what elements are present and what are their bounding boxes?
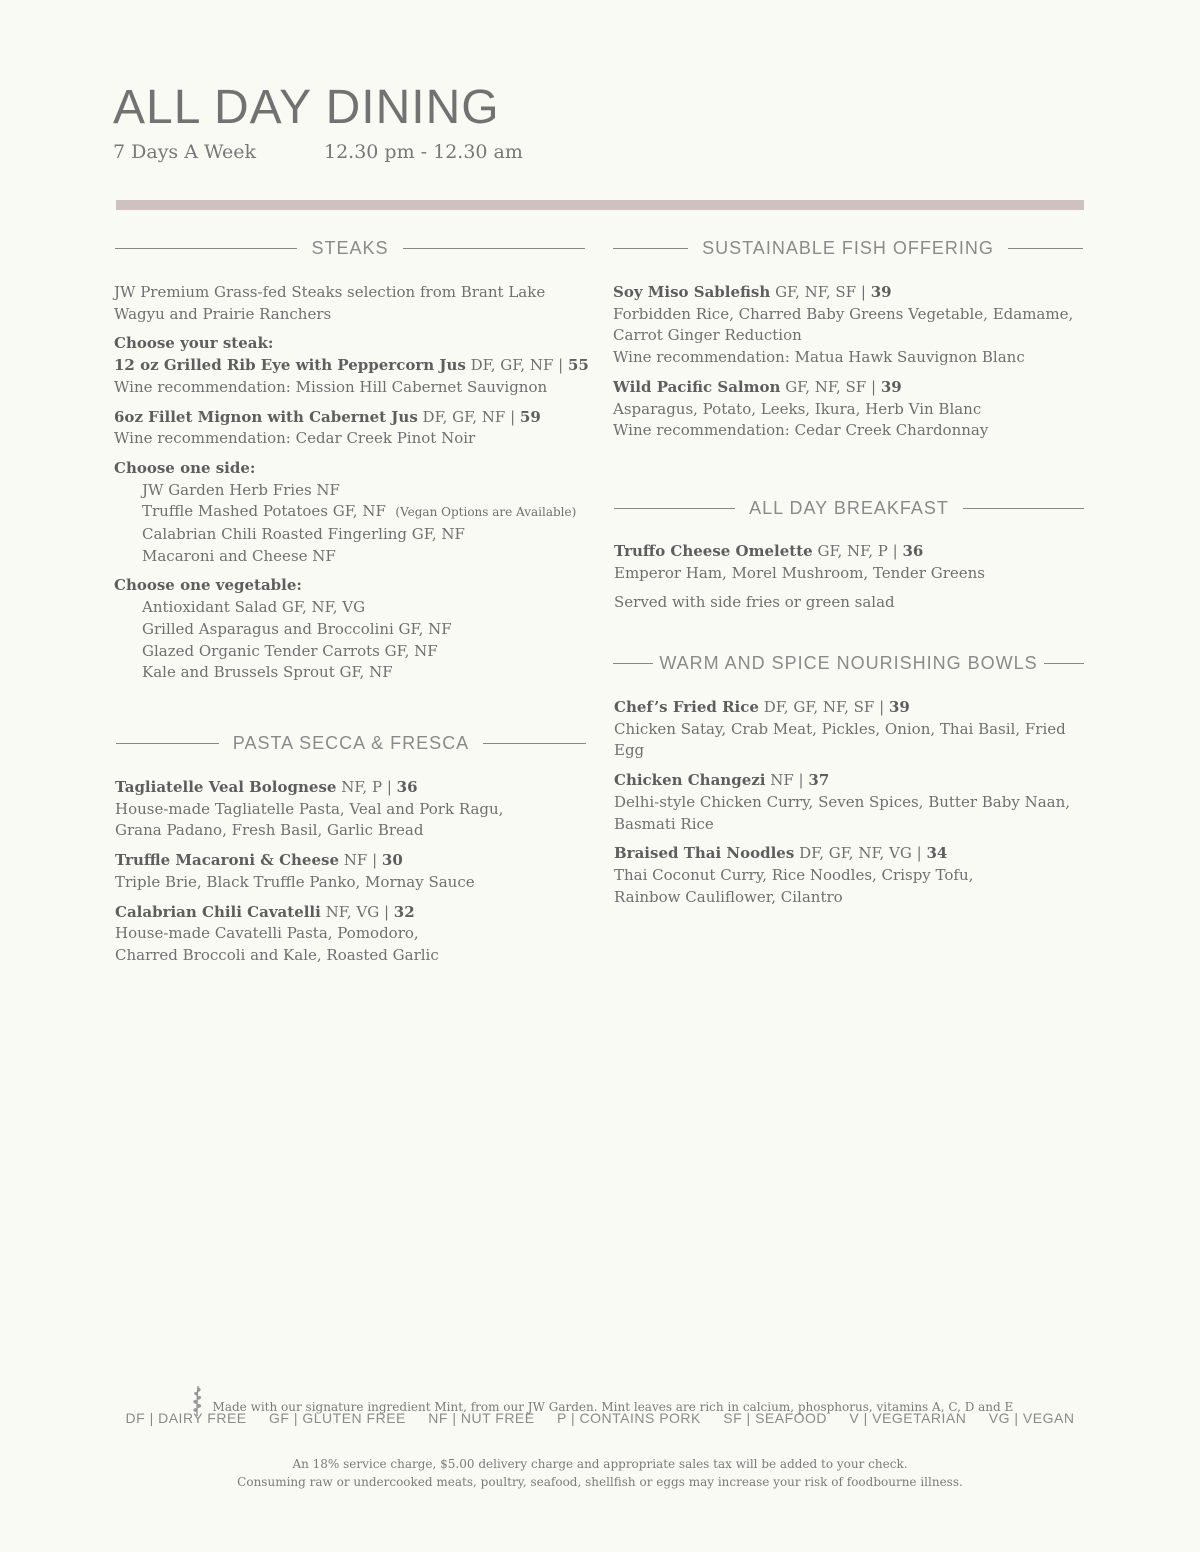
- breakfast-section: [614, 541, 1094, 614]
- food-safety-note: Consuming raw or undercooked meats, poultry, seafood, shellfish or eggs may increase your risk of foodbourne illness.: [237, 1475, 963, 1489]
- item-description: House-made Cavatelli Pasta, Pomodoro,: [115, 924, 419, 943]
- item-description: Delhi-style Chicken Curry, Seven Spices, Butter Baby Naan,: [614, 792, 1071, 811]
- menu-item: [614, 770, 1094, 835]
- item-tags: DF, GF, NF, SF |: [763, 698, 885, 716]
- item-price: 39: [880, 377, 902, 396]
- item-name: Braised Thai Noodles: [614, 844, 795, 863]
- legend-item: NF | NUT FREE: [428, 1410, 535, 1426]
- wine-recommendation: Wine recommendation: Mission Hill Cabernet Sauvignon: [114, 377, 548, 396]
- steaks-section: [114, 282, 589, 684]
- item-price: 30: [381, 851, 403, 870]
- side-option: [114, 501, 589, 524]
- item-name: Soy Miso Sablefish: [613, 283, 771, 301]
- heading-rule: [483, 743, 586, 744]
- wine-recommendation: Wine recommendation: Cedar Creek Pinot Noir: [114, 429, 476, 448]
- side-option: JW Garden Herb Fries NF: [142, 480, 340, 499]
- choose-side-label: Choose one side:: [114, 458, 256, 477]
- heading-rule: [613, 663, 653, 664]
- vegetable-option: Glazed Organic Tender Carrots GF, NF: [142, 641, 438, 660]
- item-price: 32: [393, 902, 415, 921]
- item-description: Grana Padano, Fresh Basil, Garlic Bread: [115, 821, 424, 840]
- days-label: 7 Days A Week: [113, 141, 256, 163]
- item-tags: DF, GF, NF |: [470, 356, 564, 375]
- item-name: 6oz Fillet Mignon with Cabernet Jus: [114, 407, 418, 426]
- heading-rule: [115, 248, 297, 249]
- item-tags: NF |: [343, 851, 378, 870]
- item-tags: GF, NF, SF |: [785, 377, 877, 396]
- vegetable-option: Antioxidant Salad GF, NF, VG: [142, 598, 366, 617]
- steaks-heading: [115, 236, 585, 260]
- heading-rule: [403, 248, 585, 249]
- dietary-legend: [0, 1408, 1200, 1428]
- section-title: ALL DAY BREAKFAST: [749, 497, 949, 518]
- bowls-section: [614, 697, 1094, 908]
- item-description: Forbidden Rice, Charred Baby Greens Vegetable, Edamame,: [613, 304, 1074, 323]
- item-name: Calabrian Chili Cavatelli: [115, 902, 321, 921]
- item-name: 12 oz Grilled Rib Eye with Peppercorn Jus: [114, 356, 466, 375]
- item-tags: GF, NF, SF |: [775, 283, 866, 301]
- item-tags: DF, GF, NF, VG |: [799, 844, 922, 863]
- breakfast-heading: [614, 496, 1084, 520]
- heading-rule: [613, 248, 688, 249]
- item-name: Truffle Macaroni & Cheese: [115, 851, 339, 870]
- menu-item: [613, 377, 1093, 442]
- legend-item: VG | VEGAN: [988, 1410, 1075, 1426]
- side-option: Calabrian Chili Roasted Fingerling GF, NF: [142, 525, 465, 544]
- section-title: STEAKS: [311, 237, 389, 258]
- service-charge-note: An 18% service charge, $5.00 delivery charge and appropriate sales tax will be added to your check.: [292, 1457, 908, 1471]
- menu-item: [115, 902, 590, 967]
- item-price: 37: [808, 771, 830, 790]
- pasta-heading: [116, 731, 586, 755]
- footer-notes: [0, 1455, 1200, 1491]
- item-price: 55: [567, 356, 589, 375]
- section-title: PASTA SECCA & FRESCA: [232, 732, 470, 753]
- section-title: WARM AND SPICE NOURISHING BOWLS: [659, 652, 1038, 673]
- item-price: 39: [870, 283, 892, 301]
- wine-recommendation: Wine recommendation: Cedar Creek Chardonnay: [613, 421, 989, 440]
- vegetable-option: Grilled Asparagus and Broccolini GF, NF: [142, 619, 452, 638]
- item-name: Chef’s Fried Rice: [614, 698, 759, 716]
- menu-item: [613, 282, 1093, 369]
- heading-rule: [1008, 248, 1083, 249]
- legend-item: V | VEGETARIAN: [849, 1410, 967, 1426]
- item-description: Rainbow Cauliflower, Cilantro: [614, 887, 843, 906]
- mint-note-text: Made with our signature ingredient Mint, from our JW Garden. Mint leaves are rich in calcium, phosphorus, vitamins A, C, D and E: [212, 1400, 1014, 1414]
- item-tags: NF |: [770, 771, 804, 790]
- legend-item: SF | SEAFOOD: [723, 1410, 828, 1426]
- item-price: 39: [888, 698, 910, 716]
- vegetable-option: Kale and Brussels Sprout GF, NF: [142, 663, 393, 682]
- item-description: Thai Coconut Curry, Rice Noodles, Crispy Tofu,: [614, 865, 974, 884]
- menu-item: [614, 843, 1094, 908]
- choose-vegetable-label: Choose one vegetable:: [114, 576, 302, 595]
- header-divider: [116, 200, 1084, 210]
- menu-item: [114, 355, 589, 398]
- hours-label: 12.30 pm - 12.30 am: [324, 141, 523, 163]
- item-tags: DF, GF, NF |: [422, 407, 516, 426]
- item-description: Asparagus, Potato, Leeks, Ikura, Herb Vin Blanc: [613, 399, 982, 418]
- heading-rule: [963, 508, 1084, 509]
- heading-rule: [614, 508, 735, 509]
- item-name: Chicken Changezi: [614, 771, 766, 790]
- item-name: Wild Pacific Salmon: [613, 377, 781, 396]
- item-name: Tagliatelle Veal Bolognese: [115, 778, 337, 796]
- menu-item: [115, 850, 590, 893]
- item-description: Carrot Ginger Reduction: [613, 326, 802, 345]
- pasta-section: [115, 777, 590, 967]
- fish-section: [613, 282, 1093, 442]
- side-option: Macaroni and Cheese NF: [142, 546, 336, 565]
- page-title: ALL DAY DINING: [113, 81, 500, 134]
- bowls-heading: [613, 651, 1084, 675]
- item-tags: GF, NF, P |: [817, 542, 898, 560]
- legend-item: P | CONTAINS PORK: [557, 1410, 701, 1426]
- side-option-text: Truffle Mashed Potatoes GF, NF: [142, 502, 386, 521]
- item-price: 36: [396, 778, 418, 796]
- menu-item: [114, 407, 589, 450]
- legend-item: GF | GLUTEN FREE: [269, 1410, 406, 1426]
- item-tags: NF, VG |: [325, 902, 389, 921]
- menu-item: [614, 697, 1094, 762]
- heading-rule: [1044, 663, 1084, 664]
- menu-item: [115, 777, 590, 842]
- menu-item: [614, 541, 1094, 584]
- section-title: SUSTAINABLE FISH OFFERING: [702, 237, 994, 258]
- legend-item: DF | DAIRY FREE: [125, 1410, 247, 1426]
- choose-steak-label: Choose your steak:: [114, 334, 274, 353]
- item-description: House-made Tagliatelle Pasta, Veal and Pork Ragu,: [115, 799, 504, 818]
- item-price: 59: [519, 407, 541, 426]
- steaks-intro: JW Premium Grass-fed Steaks selection from Brant Lake Wagyu and Prairie Ranchers: [114, 283, 546, 323]
- fish-heading: [613, 236, 1083, 260]
- item-description: Emperor Ham, Morel Mushroom, Tender Greens: [614, 563, 986, 582]
- heading-rule: [116, 743, 219, 744]
- item-description: Charred Broccoli and Kale, Roasted Garlic: [115, 945, 439, 964]
- item-name: Truffo Cheese Omelette: [614, 542, 813, 560]
- item-description: Chicken Satay, Crab Meat, Pickles, Onion, Thai Basil, Fried Egg: [614, 719, 1066, 760]
- item-tags: NF, P |: [341, 778, 392, 796]
- item-description: Triple Brie, Black Truffle Panko, Mornay Sauce: [115, 872, 475, 891]
- served-with-note: Served with side fries or green salad: [614, 593, 895, 612]
- item-description: Basmati Rice: [614, 814, 714, 833]
- item-price: 36: [902, 542, 924, 560]
- vegan-note: (Vegan Options are Available): [395, 505, 577, 520]
- wine-recommendation: Wine recommendation: Matua Hawk Sauvignon Blanc: [613, 348, 1025, 367]
- item-price: 34: [926, 844, 948, 863]
